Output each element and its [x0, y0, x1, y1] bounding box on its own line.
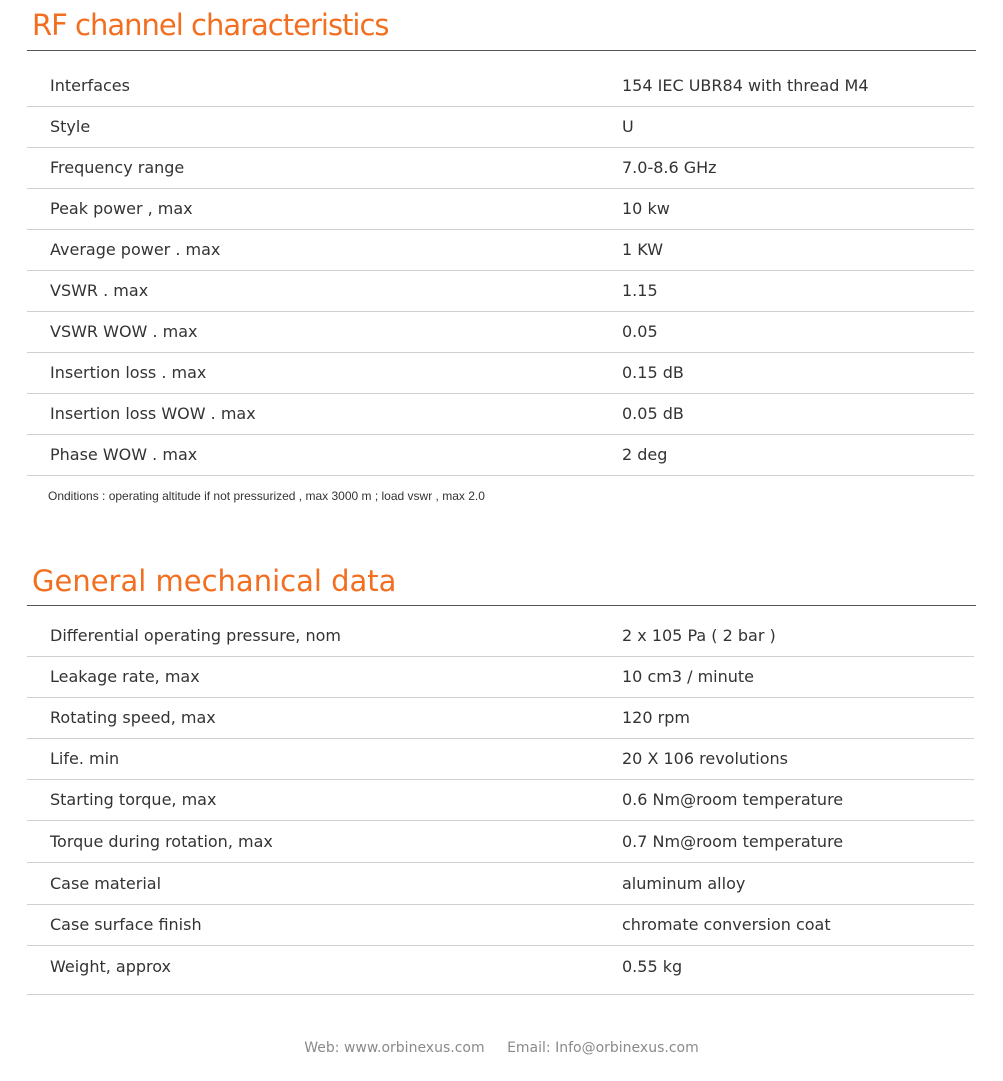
- table-row: [27, 188, 974, 229]
- spec-value: 0.05: [622, 322, 658, 341]
- table-row: [27, 862, 974, 904]
- table-row: [27, 820, 974, 862]
- table-row: [27, 738, 974, 779]
- spec-value: 2 x 105 Pa ( 2 bar ): [622, 625, 776, 645]
- spec-value: 1 KW: [622, 240, 664, 259]
- spec-value: 7.0-8.6 GHz: [622, 158, 717, 177]
- spec-value: 0.15 dB: [622, 363, 684, 382]
- spec-value: 10 kw: [622, 199, 670, 218]
- spec-value: 10 cm3 / minute: [622, 667, 754, 686]
- spec-label: Weight, approx: [50, 957, 172, 976]
- spec-label: Case material: [50, 873, 162, 893]
- table-row: [27, 656, 974, 697]
- spec-label: Insertion loss . max: [50, 363, 207, 382]
- spec-value: aluminum alloy: [622, 873, 746, 893]
- spec-label: Style: [50, 117, 91, 136]
- footer: [0, 1040, 1003, 1056]
- mech-section-title: General mechanical data: [32, 564, 397, 598]
- spec-label: VSWR WOW . max: [50, 322, 198, 341]
- spec-label: VSWR . max: [50, 281, 149, 300]
- spec-label: Differential operating pressure, nom: [50, 625, 341, 645]
- spec-value: 0.6 Nm@room temperature: [622, 790, 844, 809]
- table-row: [27, 311, 974, 352]
- table-row: [27, 393, 974, 434]
- conditions-note: Onditions : operating altitude if not pressurized , max 3000 m ; load vswr , max 2.0: [48, 489, 485, 503]
- spec-label: Starting torque, max: [50, 790, 217, 809]
- spec-label: Average power . max: [50, 240, 221, 259]
- table-row: [27, 229, 974, 270]
- spec-label: Life. min: [50, 749, 120, 768]
- spec-value: 120 rpm: [622, 708, 690, 727]
- spec-value: 154 IEC UBR84 with thread M4: [622, 75, 869, 95]
- rf-title-rule: [27, 50, 976, 51]
- mech-title-rule: [27, 605, 976, 606]
- spec-value: 0.55 kg: [622, 957, 683, 976]
- table-row: [27, 904, 974, 945]
- table-row: [27, 434, 974, 475]
- spec-label: Phase WOW . max: [50, 445, 198, 464]
- footer-web[interactable]: Web: www.orbinexus.com: [304, 1040, 485, 1056]
- spec-label: Interfaces: [50, 75, 130, 95]
- spec-value: 20 X 106 revolutions: [622, 749, 789, 768]
- table-row: [27, 615, 974, 656]
- spec-label: Leakage rate, max: [50, 667, 200, 686]
- spec-value: 0.05 dB: [622, 404, 684, 423]
- spec-label: Frequency range: [50, 158, 185, 177]
- table-row: [27, 697, 974, 738]
- spec-value: 2 deg: [622, 445, 668, 464]
- spec-value: U: [622, 117, 634, 136]
- table-row: [27, 352, 974, 393]
- table-row: [27, 779, 974, 820]
- spec-label: Case surface finish: [50, 915, 202, 934]
- spec-label: Rotating speed, max: [50, 708, 216, 727]
- spec-label: Torque during rotation, max: [50, 831, 273, 851]
- table-row: [27, 945, 974, 994]
- spec-value: 0.7 Nm@room temperature: [622, 831, 844, 851]
- table-row: [27, 65, 974, 106]
- rf-spec-table: [27, 65, 974, 476]
- mech-spec-table: [27, 615, 974, 995]
- spec-label: Insertion loss WOW . max: [50, 404, 256, 423]
- table-row: [27, 147, 974, 188]
- spec-label: Peak power , max: [50, 199, 193, 218]
- footer-email[interactable]: Email: Info@orbinexus.com: [507, 1040, 699, 1056]
- rf-section-title: RF channel characteristics: [32, 8, 389, 42]
- spec-value: 1.15: [622, 281, 658, 300]
- table-row: [27, 270, 974, 311]
- table-row: [27, 106, 974, 147]
- spec-value: chromate conversion coat: [622, 915, 831, 934]
